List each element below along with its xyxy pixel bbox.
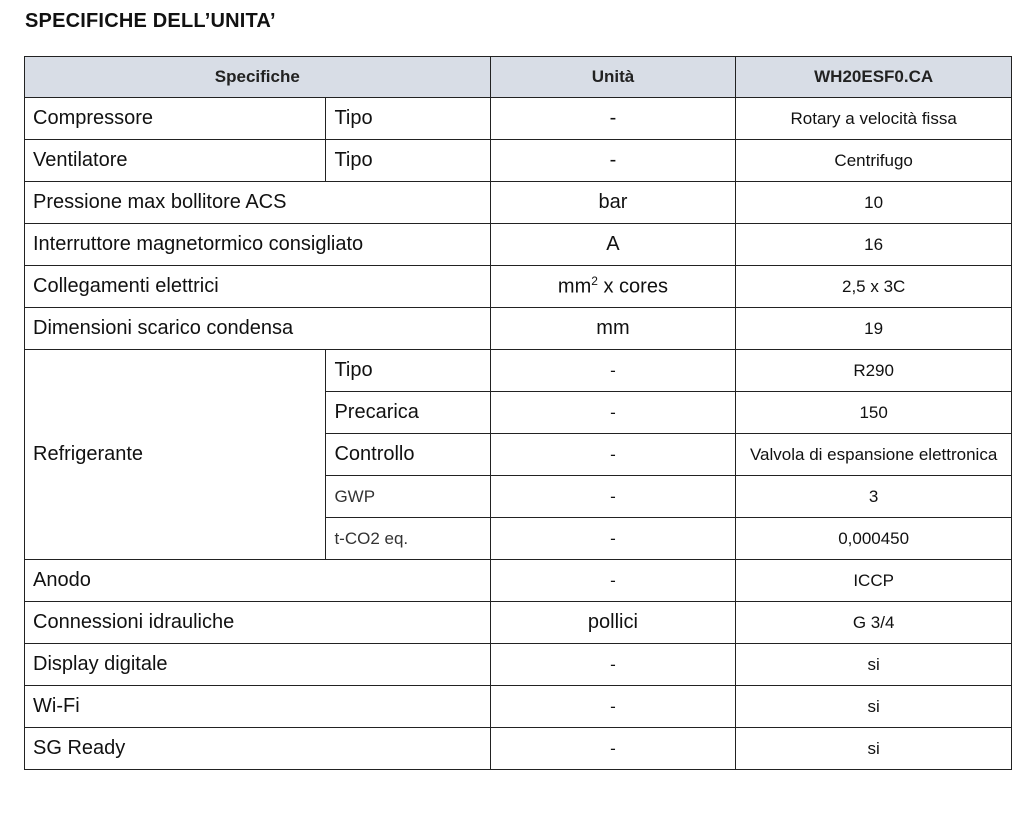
row-label: Dimensioni scarico condensa	[25, 308, 491, 350]
row-sublabel: GWP	[326, 476, 490, 518]
row-label: Compressore	[25, 98, 326, 140]
row-value: Valvola di espansione elettronica	[736, 434, 1012, 476]
unit-rest: x cores	[597, 275, 668, 298]
row-label: Pressione max bollitore ACS	[25, 182, 491, 224]
row-value: 0,000450	[736, 518, 1012, 560]
row-sublabel: Precarica	[326, 392, 490, 434]
row-value: G 3/4	[736, 602, 1012, 644]
row-label: Wi-Fi	[25, 686, 491, 728]
row-unit: -	[490, 518, 736, 560]
row-unit: -	[490, 476, 736, 518]
table-row	[25, 560, 1012, 602]
row-unit: A	[490, 224, 736, 266]
table-row	[25, 224, 1012, 266]
row-value: 16	[736, 224, 1012, 266]
row-label: Interruttore magnetormico consigliato	[25, 224, 491, 266]
row-sublabel: Controllo	[326, 434, 490, 476]
row-unit: -	[490, 392, 736, 434]
page-title: SPECIFICHE DELL’UNITA’	[25, 10, 276, 32]
row-value: 3	[736, 476, 1012, 518]
row-value: 19	[736, 308, 1012, 350]
row-value: R290	[736, 350, 1012, 392]
table-row	[25, 644, 1012, 686]
row-label-refrigerante: Refrigerante	[25, 350, 326, 560]
row-unit	[490, 266, 736, 308]
row-unit: -	[490, 560, 736, 602]
row-label: Connessioni idrauliche	[25, 602, 491, 644]
row-value: si	[736, 686, 1012, 728]
row-value: 150	[736, 392, 1012, 434]
row-value: si	[736, 644, 1012, 686]
row-unit: -	[490, 434, 736, 476]
row-label: Ventilatore	[25, 140, 326, 182]
table-row	[25, 686, 1012, 728]
unit-superscript: 2	[591, 274, 598, 289]
row-value: si	[736, 728, 1012, 770]
table-row	[25, 308, 1012, 350]
row-label: SG Ready	[25, 728, 491, 770]
row-unit: pollici	[490, 602, 736, 644]
row-label: Display digitale	[25, 644, 491, 686]
spec-table	[24, 56, 1012, 770]
row-unit: -	[490, 686, 736, 728]
row-value: 10	[736, 182, 1012, 224]
row-value: Centrifugo	[736, 140, 1012, 182]
table-row	[25, 602, 1012, 644]
unit-base: mm	[557, 275, 592, 298]
row-unit: mm	[490, 308, 736, 350]
row-sublabel: Tipo	[326, 98, 490, 140]
row-sublabel: Tipo	[326, 140, 490, 182]
row-sublabel: Tipo	[326, 350, 490, 392]
table-row	[25, 140, 1012, 182]
row-value: 2,5 x 3C	[736, 266, 1012, 308]
header-unit: Unità	[490, 57, 736, 98]
row-unit: -	[490, 98, 736, 140]
row-sublabel: t-CO2 eq.	[326, 518, 490, 560]
table-row	[25, 350, 1012, 392]
row-unit: bar	[490, 182, 736, 224]
row-unit: -	[490, 644, 736, 686]
row-value: ICCP	[736, 560, 1012, 602]
header-spec: Specifiche	[25, 57, 491, 98]
table-row	[25, 728, 1012, 770]
table-row	[25, 182, 1012, 224]
row-value: Rotary a velocità fissa	[736, 98, 1012, 140]
row-label: Anodo	[25, 560, 491, 602]
row-unit: -	[490, 350, 736, 392]
header-model: WH20ESF0.CA	[736, 57, 1012, 98]
row-unit: -	[490, 728, 736, 770]
table-row	[25, 266, 1012, 308]
table-row	[25, 98, 1012, 140]
table-header-row	[25, 57, 1012, 98]
row-unit: -	[490, 140, 736, 182]
row-label: Collegamenti elettrici	[25, 266, 491, 308]
